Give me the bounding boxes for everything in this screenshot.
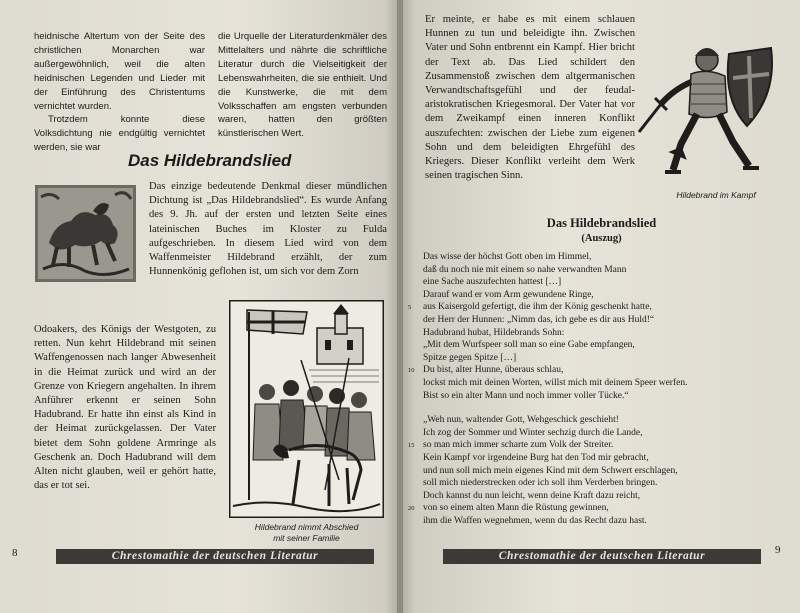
poem-line [423,339,793,352]
poem-line [423,452,793,465]
poem-line [423,515,793,528]
poem-line [423,377,793,390]
line-number: 5 [408,304,412,312]
warrior-caption: Hildebrand im Kampf [676,190,756,200]
left-column-2 [218,30,387,141]
poem-line [423,314,793,327]
line-number: 10 [408,367,415,375]
right-page [403,0,800,613]
poem-line-text: „Weh nun, waltender Gott, Wehgeschick geschieht! [423,415,619,426]
poem-line-text: der Herr der Hunnen: „Nimm das, ich gebe es dir aus Huld!“ [423,314,655,325]
farewell-caption [229,522,384,544]
paragraph: die Urquelle der Literaturdenkmäler des Mittelalters und nährte die schriftliche Literatur durch die Vielseitigkeit der Lebenswahrheiten, die sie enthielt. Und die Kunstwerke, die mit dem Volksschaffen am engsten verbunden waren, hatten den größten künstlerischen Wert. [218,31,387,140]
poem-line-text: Darauf wand er vom Arm gewundene Ringe, [423,289,594,300]
poem-line [423,477,793,490]
lion-woodcut-image [35,185,136,282]
poem-line [408,439,793,452]
poem-line [423,251,793,264]
poem-line [423,276,793,289]
poem-line [423,289,793,302]
poem-line [423,427,793,440]
page-number: 8 [12,547,18,559]
paragraph: heidnische Altertum von der Seite des christlichen Monarchen war außergewöhnlich, weil die alten heidnischen Legenden und Lieder mit der Einführung des Christentums vernichtet wurden. [34,31,205,112]
poem-line [423,264,793,277]
poem-line [423,352,793,365]
intro-paragraph: Das einzige bedeutende Denkmal dieser mündlichen Dichtung ist „Das Hildebrandslied“. Es wurde Anfang des 9. Jh. auf der ersten und letzten Seite eines lateinischen Buches im Kloster zu Fulda aufgeschrieben. In diesem Lied wird von dem Waffenmeister Hildebrand erzählt, der zum Hunnenkönig geflohen ist, um sich vor dem Zorn [149,181,387,278]
poem-line-text: Spitze gegen Spitze […] [423,352,517,363]
poem-line-text: aus Kaisergold gefertigt, die ihm der König geschenkt hatte, [423,302,652,313]
poem-title: Das Hildebrandslied [546,216,657,230]
left-page [0,0,397,613]
poem-line [423,465,793,478]
warrior-woodcut-image [637,34,787,184]
poem-line [423,414,793,427]
poem-line [408,301,793,314]
poem-line-text: von so einem alten Mann die Rüstung gewinnen, [423,503,609,514]
paragraph: Trotzdem konnte diese Volksdichtung nie endgültig vernichtet werden, sie war [34,114,205,154]
poem-subtitle: (Auszug) [581,233,622,244]
poem-line-text: Das wisse der höchst Gott oben im Himmel, [423,252,592,262]
caption-line: Hildebrand nimmt Abschied [254,522,359,532]
caption-line: mit seiner Familie [273,533,340,543]
poem-line-text: soll mich niederstrecken oder ich soll ihm Verderben bringen. [423,478,658,489]
poem-line-text: Kein Kampf vor irgendeine Burg hat den Tod mir gebracht, [423,452,649,463]
footer-banner: Chrestomathie der deutschen Literatur [443,549,761,564]
section-heading: Das Hildebrandslied [128,151,292,170]
line-number: 20 [408,505,415,513]
poem-line-text: „Mit dem Wurfspeer soll man so eine Gabe empfangen, [423,340,635,351]
poem-line [423,402,793,414]
story-paragraph: Odoakers, des Königs der Westgoten, zu retten. Nun kehrt Hildebrand mit seinen Waffengenossen nach langer Abwesenheit in die Heimat zurück und wird an der Grenze von Kriegern angehalten. In ihrem Anführer erkennt er seinen Sohn Hadubrand. Er hatte ihn einst als Kind in der Heimat zurückgelassen. Der Vater bietet dem Sohn goldene Armringe als Geschenk an. Doch Hadubrand will dem Alten nicht glauben, weil er gehört hatte, das er tot sei. [34,324,216,492]
poem-line-text: und nun soll mich mein eigenes Kind mit dem Schwert erschlagen, [423,465,678,476]
page-number: 9 [775,544,781,556]
poem-line-text: Doch kannst du nun leicht, wenn deine Kraft dazu reicht, [423,490,641,501]
poem-line [423,490,793,503]
poem-line-text: Ich zog der Sommer und Winter sechzig durch die Lande, [423,427,643,438]
left-column-1 [34,30,205,155]
poem-line-text: daß du noch nie mit einem so nahe verwandten Mann [423,264,627,275]
poem-line-text: ihm die Waffen wegnehmen, wenn du das Recht dazu hast. [423,515,647,526]
poem-line-text: so man mich immer scharte zum Volk der Streiter. [423,440,614,451]
poem-line-text: Du bist, alter Hunne, überaus schlau, [423,365,564,376]
right-paragraph: Er meinte, er habe es mit einem schlauen Hunnen zu tun und beleidigte ihn. Zwischen Vater und Sohn entbrennt ein Kampf. Hier bricht der Text ab. Das Lied schildert den Zusammenstoß zwischen dem altgermanischen Verwandtschaftsgefühl und der feudal-aristokratischen Kriegesmoral. Der Vater hat vor dem Zweikampf einen inneren Konflikt auszufechten: zwischen der Liebe zum eigenen Sohn und dem beleidigten Ehrgefühl des Kriegers. Dieser Konflikt verleiht dem Werk seinen tragischen Sinn. [425,14,635,182]
poem-line-text: lockst mich mit deinen Worten, willst mich mit deinem Speer werfen. [423,377,688,388]
poem-line [423,327,793,340]
line-number: 15 [408,442,415,450]
poem-excerpt [408,251,793,527]
poem-line-text: eine Sache auszufechten hattest […] [423,277,562,288]
poem-line [408,364,793,377]
poem-line [408,502,793,515]
poem-line-text: Hadubrand hubat, Hildebrands Sohn: [423,327,565,338]
footer-banner: Chrestomathie der deutschen Literatur [56,549,374,564]
poem-line [423,390,793,403]
poem-line-text: Bist so ein alter Mann und noch immer voller Tücke.“ [423,390,629,401]
farewell-woodcut-image [229,300,384,518]
